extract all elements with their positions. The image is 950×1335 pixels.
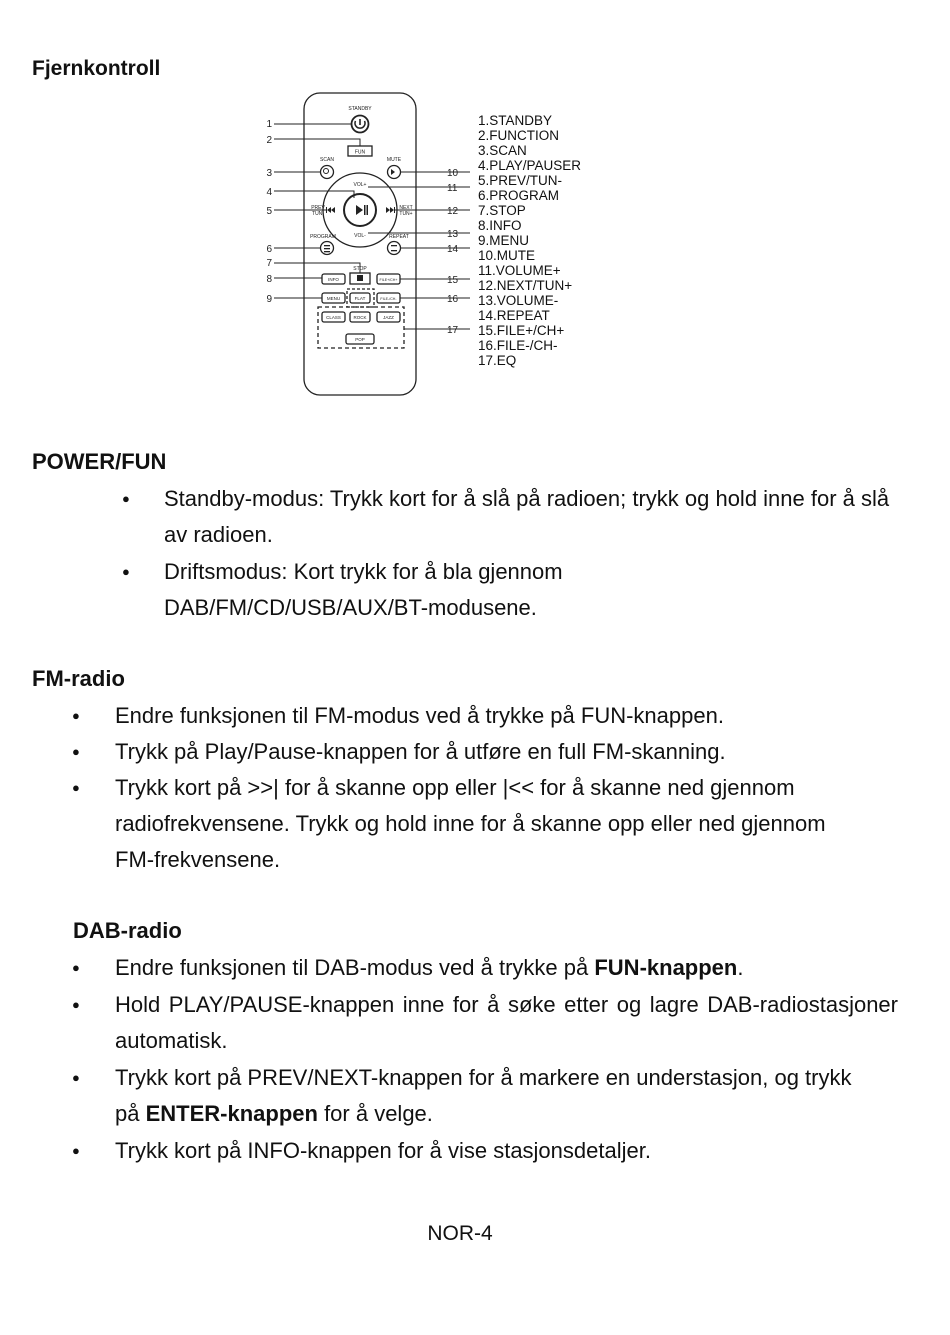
legend-item: 11.VOLUME+ [478, 263, 561, 278]
label-file-plus: FILE+/CH+ [379, 278, 398, 282]
list-item: ● Trykk kort på >>| for å skanne opp eller |<< for å skanne ned gjennom radiofrekvensene. Trykk og hold inne for å skanne opp eller ned gjennom FM-frekvensene. [115, 770, 865, 878]
legend-item: 16.FILE-/CH- [478, 338, 558, 353]
callout-13: 13 [447, 229, 459, 240]
label-jazz: JAZZ [383, 315, 394, 320]
callout-5: 5 [266, 206, 272, 217]
callout-9: 9 [266, 294, 272, 305]
callout-15: 15 [447, 275, 459, 286]
legend-item: 6.PROGRAM [478, 188, 560, 203]
power-fun-list [164, 481, 894, 626]
callout-17: 17 [447, 325, 459, 336]
remote-control-diagram [260, 88, 470, 400]
list-item: ● Trykk kort på INFO-knappen for å vise stasjonsdetaljer. [115, 1133, 898, 1169]
list-item: ● Trykk kort på PREV/NEXT-knappen for å markere en understasjon, og trykk på ENTER-knappen for å velge. [115, 1060, 875, 1132]
label-next: NEXT [399, 205, 413, 211]
page-title: Fjernkontroll [32, 57, 161, 80]
list-item: ● Standby-modus: Trykk kort for å slå på radioen; trykk og hold inne for å slå av radioen. [164, 481, 894, 553]
label-repeat: REPEAT [389, 234, 409, 240]
label-rock: ROCK [353, 315, 367, 320]
callout-12: 12 [447, 206, 459, 217]
label-fun: FUN [354, 149, 366, 156]
remote-legend [478, 113, 581, 368]
label-prev: PREV [311, 205, 325, 211]
label-standby: STANDBY [348, 106, 372, 112]
label-flat: FLAT [354, 296, 366, 301]
remote-callouts-right [446, 88, 476, 400]
section-heading-power-fun: POWER/FUN [32, 449, 167, 474]
callout-10: 10 [447, 168, 459, 179]
legend-item: 8.INFO [478, 218, 522, 233]
callout-2: 2 [266, 135, 272, 146]
list-item: ● Endre funksjonen til FM-modus ved å trykke på FUN-knappen. [115, 698, 875, 734]
label-menu: MENU [326, 296, 341, 301]
label-pop: POP [355, 337, 365, 342]
legend-item: 4.PLAY/PAUSER [478, 158, 582, 173]
label-tun-minus: TUN- [312, 211, 324, 217]
legend-item: 2.FUNCTION [478, 128, 559, 143]
legend-item: 15.FILE+/CH+ [478, 323, 565, 338]
legend-item: 13.VOLUME- [478, 293, 559, 308]
legend-item: 1.STANDBY [478, 113, 553, 128]
label-vol-plus: VOL+ [353, 182, 367, 188]
label-class: CLASS [326, 315, 341, 320]
legend-item: 17.EQ [478, 353, 517, 368]
callout-3: 3 [266, 168, 272, 179]
label-stop: STOP [353, 266, 367, 272]
callout-11: 11 [447, 183, 458, 194]
enter-knappen-bold: ENTER-knappen [145, 1101, 318, 1126]
dab-radio-list [115, 950, 898, 1169]
callout-1: 1 [266, 119, 272, 130]
page-number: NOR-4 [427, 1222, 493, 1245]
list-item: ● Trykk på Play/Pause-knappen for å utføre en full FM-skanning. [115, 734, 875, 770]
legend-item: 12.NEXT/TUN+ [478, 278, 573, 293]
section-heading-dab-radio: DAB-radio [73, 918, 182, 943]
callout-4: 4 [266, 187, 272, 198]
label-scan: SCAN [320, 157, 334, 163]
fm-radio-list [115, 698, 875, 878]
label-vol-minus: VOL- [354, 233, 366, 239]
label-mute: MUTE [386, 157, 402, 163]
fun-knappen-bold: FUN-knappen [594, 955, 738, 980]
label-file-minus: FILE-/CH- [380, 297, 397, 301]
list-item: ● Driftsmodus: Kort trykk for å bla gjennom DAB/FM/CD/USB/AUX/BT-modusene. [164, 554, 634, 626]
callout-7: 7 [266, 258, 272, 269]
label-info: INFO [328, 277, 339, 282]
callout-16: 16 [447, 294, 459, 305]
callout-8: 8 [266, 274, 272, 285]
legend-item: 9.MENU [478, 233, 530, 248]
legend-item: 14.REPEAT [478, 308, 550, 323]
callout-6: 6 [266, 244, 272, 255]
list-item: ● Endre funksjonen til DAB-modus ved å trykke på FUN-knappen. [115, 950, 898, 986]
list-item: ● Hold PLAY/PAUSE-knappen inne for å søke etter og lagre DAB-radiostasjoner automatisk. [115, 987, 898, 1059]
callout-14: 14 [447, 244, 459, 255]
label-tun-plus: TUN+ [399, 211, 413, 217]
section-heading-fm-radio: FM-radio [32, 666, 125, 691]
legend-item: 3.SCAN [478, 143, 527, 158]
label-program: PROGRAM [310, 234, 336, 240]
legend-item: 7.STOP [478, 203, 526, 218]
legend-item: 10.MUTE [478, 248, 536, 263]
legend-item: 5.PREV/TUN- [478, 173, 563, 188]
